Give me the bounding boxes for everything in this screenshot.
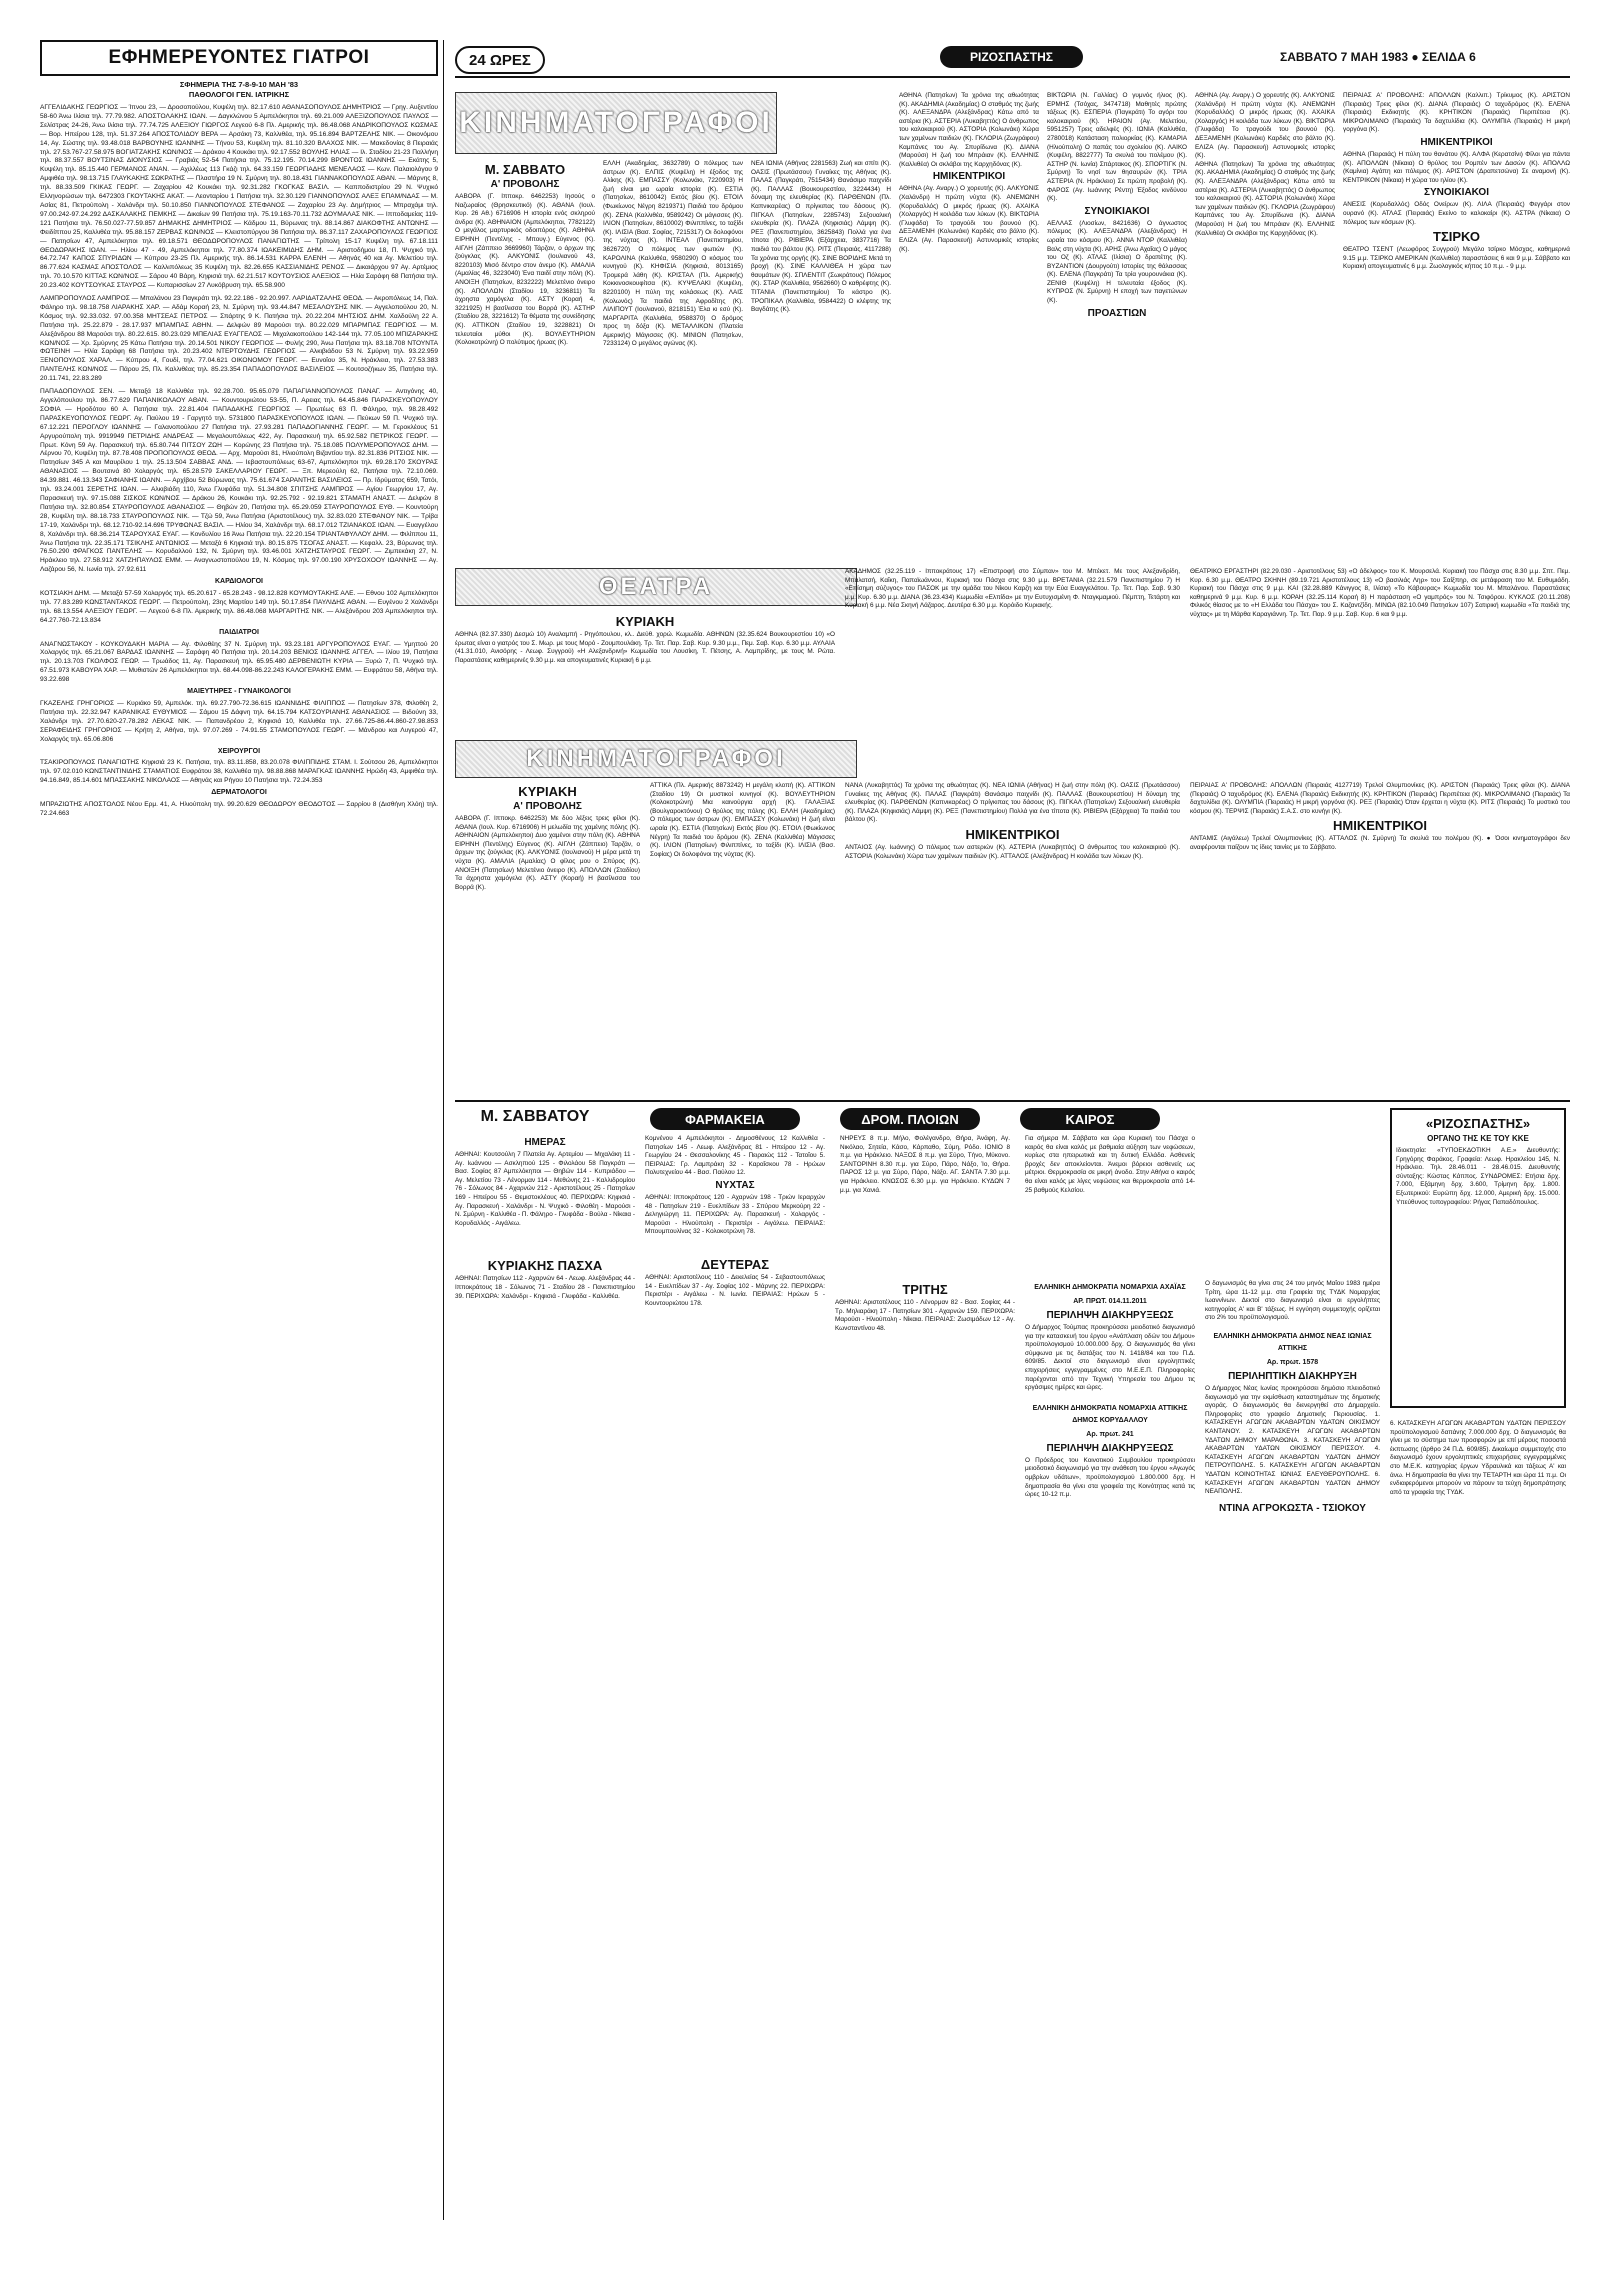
cinema-sat-col-4	[899, 92, 1039, 562]
theatre-text-3: ΘΕΑΤΡΙΚΟ ΕΡΓΑΣΤΗΡΙ (82.29.030 - Αριστοτέλους 53) «Ο άδελφος» του Κ. Μουρσελά. Κυριακή του Πάσχα στις 8.30 μ.μ. Σπτ. Πεμ. Κυρ. 6.30 μ.μ. ΘΕΑΤΡΟ ΣΚΗΝΗ (89.19.721 Αριστοτέλους 13) «Ο βασιλιάς Ληρ» του Σαίξπηρ, σε μετάφραση του Μ. Ευθυμιάδη. Κυριακή του Πάσχα στις 9 μ.μ. ΚΑΙ (32.28.889 Κάνιγγος 8, Ιλίσια) «Το Κάβουρας» Κωμωδία του Μ. Μπαλάνου. Παραστάσεις καθημερινά 9 μ.μ. Κυρ. 6 μ.μ. ΚΟΡΑΗ (32.25.114 Κοραή 8) Η παράσταση «Ο γαμπρός» του Ν. Τσιφόρου. ΚΥΚΛΟΣ (20.11.208) Φιλικός θίασος με το «Η Ελλάδα του Πάσχα» του Σ. Καζαντζίδη. ΜΙΝΩΑ (82.10.049 Πατησίων 107) Σατιρική κωμωδία «Τα παιδιά της νύχτας» με τη Μάρθα Καραγιάννη. Τρ. Τετ. Παρ. 9 μ.μ. Σαβ. Κυρ. 6 και 9 μ.μ.	[1190, 568, 1570, 618]
gynecologists-text: ΓΚΑΖΕΛΗΣ ΓΡΗΓΟΡΙΟΣ — Κυριάκο 59, Αμπελόκ. τηλ. 69.27.790-72.36.615 ΙΩΑΝΝΙΔΗΣ ΦΙΛΙΠΠΟΣ — Πατησίων 378, Φιλοθέη 2, Πατήσια τηλ. 22.32.947 ΚΑΡΑΝΙΚΑΣ ΕΥΘΥΜΙΟΣ — Σάμου 15 Δάφνη τηλ. 64.15.794 ΚΑΤΣΟΥΡΙΑΝΗΣ ΑΘΑΝΑΣΙΟΣ — Βιδούνη 33, Χαλάνδρι τηλ. 27.70.620-27.78.282 ΛΕΚΑΣ ΝΙΚ. — Παπανδρέου 2, Κηφισιά 10, Καλλιθέα τηλ. 27.66.725-86.44.860-27.98.853 ΣΕΡΑΦΕΙΔΗΣ ΓΡΗΓΟΡΙΟΣ — Κρήτη 2, Αθήνα, τηλ. 97.07.269 - 74.91.55 ΣΤΑΜΟΠΟΥΛΟΣ ΓΕΩΡΓ. — Μάνδρου και Λυγερού 47, Χολαργός τηλ. 65.06.806	[40, 700, 438, 743]
doctors-specialty: ΠΑΘΟΛΟΓΟΙ ΓΕΝ. ΙΑΤΡΙΚΗΣ	[188, 90, 290, 99]
pharmacy-monday-text: ΑΘΗΝΑΙ: Αριστοτέλους 110 - Δεκελείας 54 - Σεβαστουπόλεως 14 - Ευελπίδων 37 - Αγ. Σοφίας 102 - Μάρνης 22. ΠΕΡΙΧΩΡΑ: Περιστέρι - Αιγάλεω - Ν. Ιωνία. ΠΕΙΡΑΙΑΣ: Ηρώων 5 - Κουντουριώτου 178.	[645, 1273, 825, 1307]
pharmacy-day-heading: ΗΜΕΡΑΣ	[524, 1137, 566, 1148]
cinema-sun-text-3: ΝΑΝΑ (Λυκαβηττός) Τα χρόνια της αθωότητας (Κ). ΝΕΑ ΙΩΝΙΑ (Αθήνας) Η ζωή στην πόλη (Κ). ΟΑΣΙΣ (Πρωτάσσου) Γυναίκες της Αθήνας (Κ). ΠΑΛΑΣ (Παγκράτι) Θανάσιμο παιχνίδι (Κ). ΠΑΛΛΑΣ (Βουκουρεστίου) Η δύναμη της ελευθερίας (Κ). ΠΑΡΘΕΝΩΝ (Καπνικαρέας) Ο πρίγκιπας του δάσους (Κ). ΠΙΓΚΑΛ (Πατησίων) Σεξουαλική ελευθερία (Κ). ΠΛΑΖΑ (Κηφισιάς) Λάμψη (Κ). ΡΕΞ (Πανεπιστημίου) Πολλά για ένα τίποτα (Κ). ΡΙΒΙΕΡΑ (Εξάρχεια) Τα παιδιά του βάλτου (Κ).	[845, 782, 1180, 824]
pharmacy-col-3	[835, 1280, 1015, 2220]
doctors-column	[40, 40, 438, 2220]
tender-1-text: Ο Δήμαρχος Τούμπας προκηρύσσει μειοδοτικό διαγωνισμό για την κατασκευή του έργου «Ανάπλαση οδών του Δήμου» προϋπολογισμού 10.000.000 δρχ. Ο διαγωνισμός θα γίνει σύμφωνα με τις διατάξεις του Ν. 1418/84 και του Π.Δ. 609/85. Δεκτοί στο διαγωνισμό είναι εργοληπτικές επιχειρήσεις εγγεγραμμένες στο Μ.Ε.Ε.Π. Πληροφορίες παρέχονται από την Τεχνική Υπηρεσία του Δήμου τις εργάσιμες ημέρες και ώρες.	[1025, 1324, 1195, 1392]
tender-1-title: ΠΕΡΙΛΗΨΗ ΔΙΑΚΗΡΥΞΕΩΣ	[1046, 1310, 1174, 1321]
theatre-col-3	[1190, 568, 1570, 732]
tender-3-title: ΠΕΡΙΛΗΠΤΙΚΗ ΔΙΑΚΗΡΥΞΗ	[1228, 1370, 1357, 1382]
pharmacy-monday-heading: ΔΕΥΤΕΡΑΣ	[700, 1256, 770, 1272]
cinema-sat-mid-text: ΑΘΗΝΑ (Πατησίων) Τα χρόνια της αθωότητας (Κ). ΑΚΑΔΗΜΙΑ (Ακαδημίας) Ο σταθμός της ζωής (Κ). ΑΛΕΞΑΝΔΡΑ (Αλεξάνδρας) Κάτω από τα αστέρια (Κ). ΑΣΤΕΡΙΑ (Λυκαβηττός) Ο άνθρωπος του καλοκαιριού (Κ). ΑΣΤΟΡΙΑ (Κολωνάκι) Χώρα των χαμένων παιδιών (Κ). ΓΚΛΟΡΙΑ (Ζωγράφου) Καμπάνες του Αγ. Σπυρίδωνα (Κ). ΔΙΑΝΑ (Μαρούσι) Η ζωή του Μπράιαν (Κ). ΕΛΛΗΝΙΣ (Καλλιθέα) Οι σκλάβοι της Καρχηδόνας (Κ).	[899, 92, 1039, 168]
section-tab: 24 ΩΡΕΣ	[455, 46, 545, 74]
masthead-box	[1390, 1108, 1566, 1408]
ships-label: ΔΡΟΜ. ΠΛΟΙΩΝ	[840, 1108, 980, 1130]
tender-3-text: Ο Δήμαρχος Νέας Ιωνίας προκηρύσσει δημόσιο πλειοδοτικό διαγωνισμό για την εκμίσθωση καταστημάτων της δημοτικής αγοράς. Ο διαγωνισμός θα διενεργηθεί στο Δημαρχείο. Πληροφορίες στο γραφείο Δημοτικής Περιουσίας. 1. ΚΑΤΑΣΚΕΥΗ ΑΓΩΓΩΝ ΑΚΑΘΑΡΤΩΝ ΥΔΑΤΩΝ ΟΙΚΙΣΜΟΥ ΚΑΝΤΑΝΟΥ. 2. ΚΑΤΑΣΚΕΥΗ ΑΓΩΓΩΝ ΑΚΑΘΑΡΤΩΝ ΥΔΑΤΩΝ ΔΗΜΟΥ ΜΑΡΑΘΩΝΑ. 3. ΚΑΤΑΣΚΕΥΗ ΑΓΩΓΩΝ ΑΚΑΘΑΡΤΩΝ ΥΔΑΤΩΝ ΟΙΚΙΣΜΟΥ ΠΕΡΙΣΣΟΥ. 4. ΚΑΤΑΣΚΕΥΗ ΑΓΩΓΩΝ ΑΚΑΘΑΡΤΩΝ ΥΔΑΤΩΝ ΔΗΜΟΥ ΠΕΤΡΟΥΠΟΛΗΣ. 5. ΚΑΤΑΣΚΕΥΗ ΑΓΩΓΩΝ ΑΚΑΘΑΡΤΩΝ ΥΔΑΤΩΝ ΚΟΙΝΟΤΗΤΑΣ ΙΩΝΙΑΣ ΕΛΕΥΘΕΡΟΥΠΟΛΗΣ. 6. ΚΑΤΑΣΚΕΥΗ ΑΓΩΓΩΝ ΑΚΑΘΑΡΤΩΝ ΥΔΑΤΩΝ ΔΗΜΟΥ ΝΕΑΠΟΛΗΣ.	[1205, 1384, 1380, 1496]
pharmacy-text-2: Κομνένου 4 Αμπελόκηποι - Δημοσθένους 12 Καλλιθέα - Πατησίων 145 - Λεωφ. Αλεξάνδρας 81 - Ηπείρου 12 - Αγ. Γεωργίου 24 - Θεσσαλονίκης 45 - Πειραιώς 112 - Τατοΐου 5. ΠΕΙΡΑΙΑΣ: Γρ. Λαμπράκη 32 - Καραΐσκου 78 - Ηρώων Πολυτεχνείου 44 - Βασ. Παύλου 12.	[645, 1135, 825, 1177]
cinema-piraeus-text: ΠΕΙΡΑΙΑΣ Α' ΠΡΟΒΟΛΗΣ: ΑΠΟΛΛΩΝ (Καλλιπ.) Τρίκυμος (Κ). ΑΡΙΣΤΟΝ (Πειραιάς) Τρεις φίλοι (Κ). ΔΙΑΝΑ (Πειραιάς) Ο ταχυδρόμος (Κ). ΕΛΕΝΑ (Πειραιάς) Εκδικητής (Κ). ΚΡΗΤΙΚΟΝ (Πειραιάς) Περιπέτεια (Κ). ΜΙΚΡΟΛΙΜΑΝΟ (Πειραιάς) Τα δαχτυλίδια (Κ). ΟΛΥΜΠΙΑ (Πειραιάς) Η μικρή γοργόνα (Κ).	[1343, 92, 1570, 134]
pediatricians-heading: ΠΑΙΔΙΑΤΡΟΙ	[219, 628, 259, 636]
cinema-sun-col-1	[455, 782, 640, 1092]
pharmacy-label: ΦΑΡΜΑΚΕΙΑ	[650, 1108, 800, 1130]
doctors-title: ΕΦΗΜΕΡΕΥΟΝΤΕΣ ΓΙΑΤΡΟΙ	[40, 40, 438, 76]
pediatricians-text: ΑΝΑΓΝΩΣΤΑΚΟΥ - ΚΟΥΚΟΥΔΑΚΗ ΜΑΡΙΑ — Αγ. Φιλοθέης 37 Ν. Σμύρνη τηλ. 93.23.181 ΑΡΓΥΡΟΠΟΥΛΟΣ ΕΥΑΓ. — Υμηττού 20 Χολαργός τηλ. 65.21.067 ΒΑΡΔΑΣ ΙΩΑΝΝΗΣ — Σαράφη 40 Πατήσια τηλ. 20.14.203 ΒΕΝΙΟΣ ΙΩΑΝΝΗΣ ΑΓΓΕΛ. — Ιλίου 19, Πατήσια τηλ. 20.13.703 ΓΚΟΛΦΟΣ ΓΕΩΡ. — Τρωάδος 11, Αγ. Παρασκευή τηλ. 65.95.480 ΔΕΡΒΕΝΙΩΤΗ ΚΥΡΙΑ — Ξυρώ 7, Π. Ψυχικό τηλ. 67.51.973 ΚΑΒΟΥΡΑ ΧΑΡ. — Μυθιστών 26 Αμπελόκηποι τηλ. 68.44.098-86.22.243 ΚΑΛΟΓΕΡΑΚΗΣ ΕΜΜ. — Ευφράτου 58, Αθήνα τηλ. 93.22.698	[40, 640, 438, 684]
weather-text: Για σήμερα Μ. Σάββατο και ώρα Κυριακή του Πάσχα ο καιρός θα είναι καλός με βαθμιαία αύξηση των νεφώσεων, κυρίως στα ηπειρωτικά και τη δυτική Ελλάδα. Ασθενείς βροχές δεν αποκλείονται. Άνεμοι βόρειοι ασθενείς ως μέτριοι. Θερμοκρασία σε μικρή άνοδο. Στην Αθήνα ο καιρός θα είναι καλός με λίγες νεφώσεις και θερμοκρασία από 14-25 βαθμούς Κελσίου.	[1025, 1135, 1195, 1194]
cinema-sat-col-6	[1195, 92, 1335, 562]
cinema-sat-text-5: ΒΙΚΤΩΡΙΑ (Ν. Γαλλίας) Ο γυμνός ήλιος (Κ). ΕΡΜΗΣ (Τσόχας, 3474718) Μαθητές πρώτης τάξεως (Κ). ΕΣΠΕΡΙΑ (Παγκράτι) Το αγόρι του καλοκαιριού (Κ). ΗΡΑΙΟΝ (Αγ. Μελετίου, 5951257) Τρεις αδελφές (Κ). ΙΩΝΙΑ (Καλλιθέα, 2780018) Κατάσταση πολιορκίας (Κ). ΚΑΜΑΡΙΑ (Ηλιούπολη) Ο παπάς του σχολείου (Κ). ΛΑΙΚΟ (Κυψέλη, 8822777) Τα σκυλιά του πολέμου (Κ). ΑΣΤΗΡ (Ν. Ιωνία) Σπάρτακος (Κ). ΣΠΟΡΤΙΓΚ (Ν. Σμύρνη) Το νησί των θησαυρών (Κ). ΤΡΙΑ ΑΣΤΕΡΙΑ (Ν. Ηράκλειο) Σε πρώτη προβολή (Κ). ΦΑΡΟΣ (Αγ. Ιωάννης Ρέντη) Έξοδος κινδύνου (Κ).	[1047, 92, 1187, 203]
pharmacy-easter-text: ΑΘΗΝΑΙ: Πατησίων 112 - Αχαρνών 64 - Λεωφ. Αλεξάνδρας 44 - Ιπποκράτους 18 - Σόλωνος 71 - Σταδίου 28 - Πανεπιστημίου 39. ΠΕΡΙΧΩΡΑ: Χαλάνδρι - Κηφισιά - Γλυφάδα - Καλλιθέα.	[455, 1275, 635, 1300]
cinema-sat-col-3	[751, 160, 891, 560]
newspaper-page	[40, 40, 1570, 2220]
cinema-sun-mid2-heading: ΗΜΙΚΕΝΤΡΙΚΟΙ	[1332, 818, 1427, 834]
tender-1-authority: ΕΛΛΗΝΙΚΗ ΔΗΜΟΚΡΑΤΙΑ ΝΟΜΑΡΧΙΑ ΑΧΑΪΑΣ	[1034, 1284, 1186, 1291]
tender-1	[1025, 1280, 1195, 1740]
cinema-sat-text-2: ΕΛΛΗ (Ακαδημίας, 3632789) Ο πόλεμος των άστρων (Κ). ΕΛΠΙΣ (Κυψέλη) Η έξοδος της Αλίκης (Κ). ΕΜΠΑΣΣΥ (Κολωνάκι, 7220903) Η ζωή είναι μια ωραία ιστορία (Κ). ΕΣΤΙΑ (Πατησίων, 8610042) Εκτός βίου (Κ). ΕΤΟΙΛ (Φωκίωνος Νέγρη 8219371) Παιδιά του δρόμου (Κ). ΖΕΝΑ (Καλλιθέα, 9589242) Οι μάγισσες (Κ). ΙΛΙΟΝ (Πατησίων, 8610002) Φιλιππίνες, το ταξίδι (Κ). ΙΛΙΣΙΑ (Βασ. Σοφίας, 7215317) Οι δολοφόνοι της νύχτας (Κ). ΙΝΤΕΑΛ (Πανεπιστημίου, 3626720) Ο πόλεμος των φωτιών (Κ). ΚΑΡΟΛΙΝΑ (Καλλιθέα, 9580290) Ο κόσμος του κυνηγού (Κ). ΚΗΦΙΣΙΑ (Κηφισιά, 8013165) Τρομερά λάθη (Κ). ΚΡΙΣΤΑΛ (Πλ. Αμερικής) Κοκκινοσκουφίτσα (Κ). ΚΥΨΕΛΑΚΙ (Κυψέλη, 8220100) Η πύλη της κολάσεως (Κ). ΛΑΙΣ (Κολωνός) Τα παιδιά της Αφροδίτης (Κ). ΛΙΛΙΠΟΥΤ (Ιουλιανού, 8218151) Έλα κι εσύ (Κ). ΜΑΡΓΑΡΙΤΑ (Καλλιθέα, 9588370) Ο δρόμος προς τη δόξα (Κ). ΜΕΤΑΛΛΙΚΟΝ (Πλατεία Αμερικής) Μάγισσες (Κ). ΜΙΝΙΟΝ (Πατησίων, 7233124) Ο μεγάλος αγώνας (Κ).	[603, 160, 743, 348]
cinema-sun-mid2-text: ΑΝΤΑΜΙΣ (Αιγάλεω) Τρελοί Ολυμπιονίκες (Κ). ΑΤΤΑΛΟΣ (Ν. Σμύρνη) Τα σκυλιά του πολέμου (Κ). ● Όσοι κινηματογράφοι δεν αναφέρονται παίζουν τις ίδιες ταινίες με το Σάββατο.	[1190, 835, 1570, 851]
cinema-sat-text-3: ΝΕΑ ΙΩΝΙΑ (Αθήνας 2281563) Ζωή και σπίτι (Κ). ΟΑΣΙΣ (Πρωτάσσου) Γυναίκες της Αθήνας (Κ). ΠΑΛΑΣ (Παγκράτι, 7515434) Θανάσιμο παιχνίδι (Κ). ΠΑΛΛΑΣ (Βουκουρεστίου, 3224434) Η δύναμη της ελευθερίας (Κ). ΠΑΡΘΕΝΩΝ (Πλ. Καπνικαρέας) Ο πρίγκιπας του δάσους (Κ). ΠΙΓΚΑΛ (Πατησίων, 2285743) Σεξουαλική ελευθερία (Κ). ΠΛΑΖΑ (Κηφισιάς) Λάμψη (Κ). ΡΕΞ (Πανεπιστημίου, 3625843) Πολλά για ένα τίποτα (Κ). ΡΙΒΙΕΡΑ (Εξάρχεια, 3837716) Τα παιδιά του βάλτου (Κ). ΡΙΤΣ (Πειραιάς, 4117288) Τα χρόνια της οργής (Κ). ΣΙΝΕ ΒΟΡΙΔΗΣ Μετά τη βροχή (Κ). ΣΙΝΕ ΚΑΛΛΙΘΕΑ Η χώρα των θαυμάτων (Κ). ΣΠΛΕΝΤΙΤ (Σωκράτους) Πόλεμος (Κ). ΣΤΑΡ (Καλλιθέα, 9562660) Ο καθρέφτης (Κ). ΤΙΤΑΝΙΑ (Πανεπιστημίου) Το κάστρο (Κ). ΤΡΟΠΙΚΑΛ (Καλλιθέα, 9584422) Ο κλέφτης της Βαγδάτης (Κ).	[751, 160, 891, 314]
tender-4: 6. ΚΑΤΑΣΚΕΥΗ ΑΓΩΓΩΝ ΑΚΑΘΑΡΤΩΝ ΥΔΑΤΩΝ ΠΕΡΙΣΣΟΥ προϋπολογισμού δαπάνης 7.000.000 δρχ. Ο διαγωνισμός θα γίνει με το σύστημα των προσφορών με επί μέρους ποσοστά έκπτωσης (άρθρο 24 Π.Δ. 609/85). Δικαίωμα συμμετοχής στο διαγωνισμό έχουν εργοληπτικές επιχειρήσεις εγγεγραμμένες στο Μ.Ε.Κ. κατηγορίας έργων Υδραυλικά και τάξεως Α' και άνω. Η δημοπρασία θα γίνει την ΤΕΤΑΡΤΗ και ώρα 11 π.μ. Οι ενδιαφερόμενοι μπορούν να πάρουν τα τεύχη δημοπράτησης από τα γραφεία της ΤΥΔΚ.	[1390, 1420, 1566, 1496]
cinema-sat-suburb-heading: ΠΡΟΑΣΤΙΩΝ	[1087, 307, 1147, 319]
cinema-sun-text-2: ΑΤΤΙΚΑ (Πλ. Αμερικής 8873242) Η μεγάλη κλοπή (Κ). ΑΤΤΙΚΟΝ (Σταδίου 19) Οι μυστικοί κυνηγοί (Κ). ΒΟΥΛΕΥΤΗΡΙΟΝ (Κολοκοτρώνη) Μια καινούργια αρχή (Κ). ΓΑΛΑΞΙΑΣ (Βουλγαροκτόνου) Ο θρύλος της πόλης (Κ). ΕΛΛΗ (Ακαδημίας) Ο πόλεμος των άστρων (Κ). ΕΜΠΑΣΣΥ (Κολωνάκι) Η ζωή είναι ωραία (Κ). ΕΣΤΙΑ (Πατησίων) Εκτός βίου (Κ). ΕΤΟΙΛ (Φωκίωνος Νέγρη) Τα παιδιά του δρόμου (Κ). ΖΕΝΑ (Καλλιθέα) Μάγισσες (Κ). ΙΛΙΟΝ (Πατησίων) Φιλιππίνες, το ταξίδι (Κ). ΙΛΙΣΙΑ (Βασ. Σοφίας) Οι δολοφόνοι της νύχτας (Κ).	[650, 782, 835, 858]
doctors-dates: ΣΦΗΜΕΡΙΑ ΤΗΣ 7-8-9-10 ΜΑΗ '83	[179, 80, 299, 89]
tender-3-intro: Ο δαγωνισμός θα γίνει στις 24 του μηνός Μαΐου 1983 ημέρα Τρίτη, ώρα 11-12 μ.μ. στα Γραφεία της ΤΥΔΚ Νομαρχίας Ιωαννίνων. Δεκτοί στο διαγωνισμό είναι οι εργολήπτες κατηγορίας Α' και Β' τάξεως. Η εγγύηση συμμετοχής ορίζεται στο 2% του προϋπολογισμού.	[1205, 1280, 1380, 1322]
pharmacy-tuesday-text: ΑΘΗΝΑΙ: Αριστοτέλους 110 - Λένορμαν 82 - Βασ. Σοφίας 44 - Τρ. Μηλιαράκη 17 - Πατησίων 301 - Αχαρνών 159. ΠΕΡΙΧΩΡΑ: Μαρούσι - Ηλιούπολη - Νίκαια. ΠΕΙΡΑΙΑΣ: Ζωσιμάδων 12 - Αγ. Κωνσταντίνου 48.	[835, 1299, 1015, 1332]
doctors-subheading	[40, 80, 438, 100]
cinema-sat-suburb-text: ΑΘΗΝΑ (Αγ. Αναργ.) Ο χορευτής (Κ). ΑΛΚΥΟΝΙΣ (Χαλάνδρι) Η πρώτη νύχτα (Κ). ΑΝΕΜΩΝΗ (Κορυδαλλός) Ο μικρός ήρωας (Κ). ΑΧΑΙΚΑ (Χολαργός) Η κοιλάδα των λύκων (Κ). ΒΙΚΤΩΡΙΑ (Γλυφάδα) Το τραγούδι του βουνού (Κ). ΔΕΞΑΜΕΝΗ (Κολωνάκι) Καρδιές στο βάλτο (Κ). ΕΛΙΖΑ (Αγ. Παρασκευή) Αστυνομικές ιστορίες (Κ).	[899, 185, 1039, 253]
pharmacy-easter-heading: ΚΥΡΙΑΚΗΣ ΠΑΣΧΑ	[487, 1258, 603, 1274]
cinema-sat-mid-heading: ΗΜΙΚΕΝΤΡΙΚΟΙ	[932, 171, 1006, 183]
gynecologists-heading: ΜΑΙΕΥΤΗΡΕΣ - ΓΥΝΑΙΚΟΛΟΓΟΙ	[187, 688, 291, 696]
cinema-piraeus-mid-heading: ΗΜΙΚΕΝΤΡΙΚΟΙ	[1420, 136, 1493, 148]
cinema-sun-col-2	[650, 782, 835, 1092]
theatre-text-2: ΑΚΑΔΗΜΟΣ (32.25.119 - Ιπποκράτους 17) «Επιστροφή στο Σύμπαν» του Μ. Μπέκετ. Με τους Αλεξανδρίδη, Μπαλατσή, Καΐκη, Παπαϊωάννου, Κυριακή του Πάσχα στις 9.30 μ.μ. ΒΡΕΤΑΝΙΑ (32.21.579 Πανεπιστημίου 7) Η «Επίσημη σύζυγος» του ΠΑΣΟΚ με την ομάδα του Νίκου Καρζη και την Εύα Ευαγγελάτου. Τρ. Τετ. Παρ. Σαβ. 9.30 μ.μ. Κυρ. 6.30 μ.μ. ΔΙΑΝΑ (36.23.434) Κωμωδία «Ελπίδα» με την Ευτυχισμένη Φ. Νταγκμαμιού. Πέμπτη, Τετάρτη και Κυριακή 6 μ.μ. Νέα Σκηνή Λάζαρος. Δευτέρα 6.30 μ.μ. Κορόιδο Κυριακής.	[845, 568, 1180, 610]
theatre-col-1	[455, 612, 835, 732]
cardiologists-text: ΚΟΤΣΙΑΚΗ ΔΗΜ. — Μεταξά 57-59 Χολαργός τηλ. 65.20.617 - 65.28.243 - 98.12.828 ΚΟΥΜΟΥΤΑΚΗΣ ΑΛΕ. — Εθνου 102 Αμπελόκηποι τηλ. 77.83.289 ΚΩΝΣΤΑΝΤΑΚΟΣ ΓΕΩΡΓ. — Πετρούπολη, 23ης Μαρτίου 149 τηλ. 50.17.854 ΠΑΥΛΙΔΗΣ ΑΘΑΝ. — Ευγένου 2 Χαλάνδρι τηλ. 68.13.554 ΑΛΕΞΙΟΥ ΓΕΩΡΓ. — Λεγεού 6-8 Πλ. Αμερικής τηλ. 86.48.068 ΜΑΡΓΑΡΙΤΗΣ ΝΙΚ. — Αλεξάνδρου 203 Αμπελόκηποι τηλ. 64.27.760-72.13.834	[40, 590, 438, 624]
surgeons-heading: ΧΕΙΡΟΥΡΓΟΙ	[217, 747, 261, 755]
tender-3	[1205, 1280, 1380, 2220]
tender-1-ref: ΑΡ. ΠΡΩΤ. 014.11.2011	[1073, 1298, 1147, 1305]
pharmacy-night-text: ΑΘΗΝΑΙ: Ιπποκράτους 120 - Αχαρνών 198 - Τριών Ιεραρχών 48 - Πατησίων 219 - Ευελπίδων 33 - Σπύρου Μερκούρη 22 - Δεληγιώργη 11. ΠΕΡΙΧΩΡΑ: Αγ. Παρασκευή - Χολαργός - Μαρούσι - Ηλιούπολη - Περιστέρι - Αιγάλεω. ΠΕΙΡΑΙΑΣ: Μπουμπουλίνας 32 - Κολοκοτρώνη 78.	[645, 1193, 825, 1236]
circus-text: ΘΕΑΤΡΟ ΤΣΕΝΤ (Λεωφόρος Συγγρού) Μεγάλο τσίρκο Μόσχας, καθημερινά 9.15 μ.μ. ΤΣΙΡΚΟ ΑΜΕΡΙΚΑΝ (Καλλιθέα) παραστάσεις 6 και 9 μ.μ. Σάββατο και Κυριακή απογευματινές 6 μ.μ. Ζωολογικός κήπος 10 π.μ. - 9 μ.μ.	[1343, 246, 1570, 271]
tender-3-signature: ΝΤΙΝΑ ΑΓΡΟΚΩΣΤΑ - ΤΣΙΟΚΟΥ	[1219, 1502, 1366, 1514]
doctors-list	[40, 104, 438, 819]
cinema-sat-col-1	[455, 160, 595, 560]
issue-date: ΣΑΒΒΑΤΟ 7 ΜΑΗ 1983 ● ΣΕΛΙΔΑ 6	[1280, 50, 1476, 64]
tender-2-ref: Αρ. πρωτ. 241	[1086, 1430, 1134, 1438]
cinema-banner: ΚΙΝΗΜΑΤΟΓΡΑΦΟΙ	[455, 92, 777, 154]
cinema-sat-neighborhood-text: ΑΕΛΛΑΣ (Λιοσίων, 8421636) Ο άγνωστος πόλεμος (Κ). ΑΛΕΞΑΝΔΡΑ (Αλεξάνδρας) Η ωραία του κόσμου (Κ). ΑΝΝΑ ΝΤΟΡ (Καλλιθέα) Βαλς στη νύχτα (Κ). ΑΡΗΣ (Άνω Αχαΐας) Ο μάγος του Οζ (Κ). ΑΤΛΑΣ (Ιλίσια) Ο δραπέτης (Κ). ΒΥΖΑΝΤΙΟΝ (Δουργούτι) Ιστορίες της θάλασσας (Κ). ΕΛΕΝΑ (Παγκράτι) Τα τρία γουρουνάκια (Κ). ΖΕΝΙΘ (Κυψέλη) Η τελευταία έξοδος (Κ). ΚΥΠΡΟΣ (Ν. Σμύρνη) Η εποχή των παγετώνων (Κ).	[1047, 219, 1187, 305]
cinema-sat-col-2	[603, 160, 743, 560]
theatre-banner: ΘΕΑΤΡΑ	[455, 568, 857, 606]
cinema-sat-col-5	[1047, 92, 1187, 562]
doctors-text-3: ΠΑΠΑΔΟΠΟΥΛΟΣ ΣΕΝ. — Μεταξά 18 Καλλιθέα τηλ. 92.28.700. 95.65.079 ΠΑΠΑΓΙΑΝΝΟΠΟΥΛΟΣ ΠΑΝΑΓ. — Αντιγόνης 40, Αγγελόπουλου τηλ. 86.77.629 ΠΑΠΑΝΙΚΟΛΑΟΥ ΑΘΑΝ. — Κουντουριώτου 53-55, Π. Αρειας τηλ. 64.45.846 ΠΑΡΑΣΚΕΥΟΠΟΥΛΟΥ ΣΟΦΙΑ — Ηροδότου 60 Α. Πατήσια τηλ. 22.81.404 ΠΑΠΑΔΑΚΗΣ ΓΕΩΡΓΙΟΣ — Πρωτέως 63 Π. Φάληρο, τηλ. 98.28.492 ΠΑΡΑΣΚΕΥΟΠΟΥΛΟΣ ΓΕΩΡΓ. Αγ. Παύλου 19 - Γαργητό τηλ. 5731800 ΠΑΡΑΣΚΕΥΟΠΟΥΛΟΣ ΙΩΑΝ. — Πεύκων 59 Π. Ψυχικό τηλ. 67.12.221 ΠΕΡΟΓΛΟΥ ΙΩΑΝΝΗΣ — Γαλανοπούλου 27 Πατήσια τηλ. 27.93.281 ΠΑΠΑΔΟΓΙΑΝΝΗΣ ΓΕΩΡΓ. — Μ. Γεροκλέους 51 Αργυρούπολη τηλ. 9919949 ΠΕΤΡΙΔΗΣ ΑΝΔΡΕΑΣ — Μεγαλουπόλεως 422, Αγ. Παρασκευή τηλ. 65.92.582 ΠΕΤΡΙΚΟΣ ΓΕΩΡΓ. — Πρωτ. Κόνη 59 Αγ. Παρασκευή τηλ. 65.80.744 ΠΙΤΣΟΥ ΖΩΗ — Κορώνης 23 Πατήσια τηλ. 75.18.085 ΠΟΛΥΜΕΡΟΠΟΥΛΟΣ ΔΗΜ. — Λέρνου 70, Κυψέλη τηλ. 87.78.408 ΠΡΟΠΟΠΟΥΛΟΣ ΘΕΟΔ. — Αρχ. Μαρούσι 81, Ηλιούπολη Βιζαντίου τηλ. 82.31.836 ΡΙΤΣΙΟΣ ΝΙΚ. — Πατησίων 345 Α και Μαυρίλου 1 τηλ. 25.13.504 ΣΑΒΒΑΣ ΑΝΔ. — Ιεβαστουπόλεως 63-67, Αμπελόκηποι τηλ. 69.28.170 ΣΚΟΥΡΑΣ ΑΘΑΝΑΣΙΟΣ — Βουτσινά 80 Χολαργός τηλ. 65.28.579 ΣΑΚΕΛΛΑΡΙΟΥ ΓΕΩΡΓ. — Ξπ. Μερεούλη 62, Πατήσια τηλ. 72.10.069. 84.39.881. 46.13.343 ΣΑΦΙΑΝΗΣ ΙΩΑΝΝ. — Αρχίβου 52 Βύρωνας τηλ. 75.61.674 ΣΑΡΑΝΤΗΣ ΒΑΣΙΛΕΙΟΣ — Πρ. Ιδρύματος 659, Τατόι, τηλ. 93.24.001 ΣΕΡΕΤΗΣ ΙΩΑΝ. — Αλκιβιάδη 110, Άνω Γλυφάδα τηλ. 51.34.808 ΣΠΙΤΣΗΣ ΛΑΜΠΡΟΣ — Αγίου Γεωργίου 17, Αγ. Παρασκευή τηλ. 97.15.088 ΣΙΣΚΟΣ ΚΩΝ/ΝΟΣ — Δράκου 26, Κουκάκι τηλ. 92.25.792 - 92.19.821 ΣΤΑΜΑΤΗ ΑΝΑΣΤ. — Δελφών 8 Πατήσια τηλ. 32.80.854 ΣΤΑΥΡΟΠΟΥΛΟΣ ΑΘΑΝΑΣΙΟΣ — Θηβών 20, Πατήσια τηλ. 65.29.059 ΣΤΑΥΡΟΠΟΥΛΟΣ ΕΥΘ. — Κουντούρη 28, Κυψέλη τηλ. 88.18.733 ΣΤΑΥΡΟΠΟΥΛΟΣ ΝΙΚ. — Τζώ 59, Άνω Πατήσια (Αριστοτέλους) τηλ. 32.83.020 ΣΤΕΦΑΝΟΥ ΝΙΚ. — Τρίβα 17-19, Χαλάνδρι τηλ. 68.12.710-92.14.696 ΤΡΥΦΩΝΑΣ ΒΑΣΙΛ. — Ηλίου 34, Χαλάνδρι τηλ. 68.17.012 ΤΖΙΑΝΑΚΟΣ ΙΩΑΝ. — Ευαγγέλου 8, Χαλάνδρι τηλ. 68.36.214 ΤΣΑΡΟΥΧΑΣ ΕΥΑΓ. — Κονδυλίου 16 Άνω Πατήσια τηλ. 22.20.154 ΤΡΙΑΝΤΑΦΥΛΛΟΥ ΔΗΜ. — Φιλίππου 11, Άνω Πατήσια τηλ. 22.35.171 ΤΣΙΚΛΗΣ ΑΝΤΩΝΙΟΣ — Μεταξά 6 Κηφισιά τηλ. 80.15.875 ΤΣΟΓΑΣ ΑΝΑΣΤ. — Κεφαλλ. 23, Βύρωνας τηλ. 76.50.290 ΦΡΑΓΚΟΣ ΠΑΝΤΕΛΗΣ — Κορυδαλλού 132, Ν. Σμύρνη τηλ. 93.46.001 ΧΑΤΖΗΣΤΑΥΡΟΣ ΓΕΩΡΓ. — Ζιμπεκάκη 27, Ν. Ηράκλειο τηλ. 27.58.912 ΧΑΤΖΗΠΑΥΛΟΣ ΕΜΜ. — Αναγνωστοπούλου 19, Ν. Κόσμος τηλ. 97.00.190 ΧΡΥΣΟΧΟΟΥ ΙΩΑΝΝΗΣ — Αγ. Λαζάρου 56, Ν. Ιωνία τηλ. 27.92.611	[40, 388, 438, 574]
pharmacy-tuesday-heading: ΤΡΙΤΗΣ	[902, 1282, 948, 1297]
cinema-sunday-banner: ΚΙΝΗΜΑΤΟΓΡΑΦΟΙ	[455, 740, 857, 778]
cinema-sun-day: ΚΥΡΙΑΚΗ	[518, 784, 577, 799]
circus-heading: ΤΣΙΡΚΟ	[1433, 229, 1480, 245]
tender-2-authority: ΕΛΛΗΝΙΚΗ ΔΗΜΟΚΡΑΤΙΑ ΝΟΜΑΡΧΙΑ ΑΤΤΙΚΗΣ ΔΗΜΟΣ ΚΟΡΥΔΑΛΛΟΥ	[1032, 1404, 1188, 1424]
tender-3-authority: ΕΛΛΗΝΙΚΗ ΔΗΜΟΚΡΑΤΙΑ ΔΗΜΟΣ ΝΕΑΣ ΙΩΝΙΑΣ ΑΤΤΙΚΗΣ	[1213, 1332, 1372, 1352]
ships-text: ΝΗΡΕΥΣ 8 π.μ. Μήλο, Φολέγανδρο, Θήρα, Άνάφη, Αγ. Νικόλαο, Σητεία, Κάσο, Κάρπαθο, Σύμη, Ρόδο. ΙΟΝΙΟ 8 π.μ. για Ηράκλειο. ΝΑΞΟΣ 8 π.μ. για Σύρο, Τήνο, Μύκονο. ΣΑΝΤΟΡΙΝΗ 8.30 π.μ. για Σύρο, Πάρο, Νάξο, Ίο, Θήρα. ΠΑΡΟΣ 12 μ. για Σύρο, Πάρο, Νάξο. ΑΓ. ΣΑΝΤΑ 7.30 μ.μ. για Ηράκλειο. ΚΝΩΣΟΣ 6.30 μ.μ. για Ηράκλειο. ΚΥΔΩΝ 7 μ.μ. για Χανιά.	[840, 1135, 1010, 1194]
cinema-sat-first-run: Α' ΠΡΟΒΟΛΗΣ	[490, 179, 560, 190]
tender-2-title: ΠΕΡΙΛΗΨΗ ΔΙΑΚΗΡΥΞΕΩΣ	[1046, 1442, 1174, 1454]
cinema-sat-text-6: ΑΘΗΝΑ (Αγ. Αναργ.) Ο χορευτής (Κ). ΑΛΚΥΟΝΙΣ (Χαλάνδρι) Η πρώτη νύχτα (Κ). ΑΝΕΜΩΝΗ (Κορυδαλλός) Ο μικρός ήρωας (Κ). ΑΧΑΙΚΑ (Χολαργός) Η κοιλάδα των λύκων (Κ). ΒΙΚΤΩΡΙΑ (Γλυφάδα) Το τραγούδι του βουνού (Κ). ΔΕΞΑΜΕΝΗ (Κολωνάκι) Καρδιές στο βάλτο (Κ). ΕΛΙΖΑ (Αγ. Παρασκευή) Αστυνομικές ιστορίες (Κ).	[1195, 92, 1335, 160]
cinema-sun-text-1: ΑΑΒΟΡΑ (Γ. Ιπποκρ. 6462253) Με δύο λέξεις τρεις φίλοι (Κ). ΑΘΑΝΑ (Ιουλ. Κυρ. 6716906) Η μελωδία της χαμένης πόλης (Κ). ΑΘΗΝΑΙΟΝ (Αμπελόκηποι) Δυο χαμένοι στην πόλη (Κ). ΑΘΗΝΑ ΕΙΡΗΝΗ (Πεντέλης) Εύγενος (Κ). ΑΙΓΛΗ (Ζάππειο) Ταρζάν, ο άρχων της ζούγκλας (Κ). ΑΛΚΥΟΝΙΣ (Ιουλιανού) Η μέρα μετά τη νύχτα (Κ). ΑΜΑΛΙΑ (Αμαλίας) Ο φίλος μου ο Σπύρος (Κ). ΑΝΟΙΞΗ (Πατησίων) Μελετένιο όνειρο (Κ). ΑΠΟΛΛΩΝ (Σταδίου) Τα άχρηστα χαμόγελα (Κ). ΑΣΤΥ (Κοραή) Η βασίλισσα του Βορρά (Κ).	[455, 815, 640, 891]
section-rule	[455, 1100, 1570, 1102]
pharmacy-text-1: ΑΘΗΝΑΙ: Κουτσούλη 7 Πλατεία Αγ. Αρτεμίου — Μιχαλάκη 11 - Αγ. Ιωάννου — Ασκληπιού 125 - Φιλολάου 58 Παγκράτι — Βασ. Σοφίας 87 Αμπελόκηποι — Θηβών 114 - Κυπριάδου — Αγ. Μελετίου 73 - Λένορμαν 114 - Μεθώνης 21 - Καλλιδρομίου 76 - Σόλωνος 84 - Αχαρνών 212 - Αριστοτέλους 25 - Πατησίων 169 - Ηπείρου 55 - Θεμιστοκλέους 40. ΠΕΡΙΧΩΡΑ: Κηφισιά - Αγ. Παρασκευή - Χαλάνδρι - Ν. Ψυχικό - Φιλοθέη - Μαρούσι - Ν. Σμύρνη - Καλλιθέα - Π. Φάληρο - Γλυφάδα - Βούλα - Νίκαια - Κορυδαλλός - Αιγάλεω.	[455, 1151, 635, 1227]
header-rule	[455, 76, 1570, 78]
doctors-text-1: ΑΓΓΕΛΙΔΑΚΗΣ ΓΕΩΡΓΙΟΣ — Ίπνου 23, — Δροσοπούλου, Κυψέλη τηλ. 82.17.610 ΑΘΑΝΑΣΟΠΟΥΛΟΣ ΔΗΜΗΤΡΙΟΣ — Γρηγ. Αυξεντίου 58-60 Άνω Ιλίσια τηλ. 77.79.982. ΑΠΟΣΤΟΛΑΚΗΣ ΙΩΑΝ. — Δαγκλώνου 5 Αμπελόκηποι τηλ. 69.21.009 ΑΛΕΞΙΖΟΠΟΥΛΟΣ ΠΑΥΛΟΣ — Σελίστρας 24-26, Άνω Ιλίσια τηλ. 77.74.725 ΑΛΕΞΙΟΥ ΓΙΩΡΓΟΣ Λεγεού 6-8 Πλ. Αμερικής τηλ. 86.48.068 ΑΝΔΡΙΚΟΠΟΥΛΟΣ ΚΩΣΜΑΣ — Βορ. Ηπείρου 128, τηλ. 51.37.264 ΑΠΟΣΤΟΛΙΔΟΥ ΒΕΡΑ — Αρσάκη 73, Καλλιθέα, τηλ. 95.16.894 ΒΑΡΤΖΕΛΗΣ ΝΙΚ. — Οικονόμου 14, Αγ. Σώστης τηλ. 93.48.018 ΒΑΡΒΟΥΝΗΣ ΙΩΑΝΝΗΣ — Τήνου 53, Κυψέλη τηλ. 81.10.320 ΒΛΑΧΟΣ ΝΙΚ. — Μακεδονίας 8 Πειραιάς τηλ. 27.53.767-27.58.975 ΒΟΓΙΑΤΖΑΚΗΣ ΚΩΝ/ΝΟΣ — Δράκου 4 Κουκάκι τηλ. 92.17.552 ΒΟΥΛΗΣ ΗΛΙΑΣ — Ιλ. Σταδίου 21-23 Παλλήνη τηλ. 88.37.557 ΒΟΥΤΣΙΝΑΣ ΔΙΟΝΥΣΙΟΣ — Γραβιάς 52-54 Πατήσια τηλ. 75.12.195. 70.14.299 ΒΡΟΝΤΟΣ ΙΩΑΝΝΗΣ — Εκάτης 5, Κυψέλη τηλ. 85.15.440 ΓΕΡΜΑΝΟΣ ΑΝΑΝ. — Αχιλλέως 113 Γκάζι τηλ. 64.33.159 ΓΕΩΡΓΙΑΔΗΣ ΜΕΝΕΛΑΟΣ — Κων. Παλαιολόγου 9 Αμφιθέα τηλ. 98.13.715 ΓΛΑΥΚΑΚΗΣ ΣΩΚΡΑΤΗΣ — Πλαστήρα 19 Ν. Σμύρνη τηλ. 80.18.431 ΓΙΑΝΝΑΚΟΠΟΥΛΟΣ ΑΘΑΝ. — Μάρνης 8, τηλ. 88.33.509 ΓΚΙΚΑΣ ΓΕΩΡΓ. — Ζαχαρίου 42 Κουκάκι τηλ. 92.31.282 ΓΚΟΓΚΑΣ ΒΑΣΙΛ. — Καπποδιστρίου 29 Ν. Ψυχικό Ελληνορώσων τηλ. 6472303 ΓΚΟΥΤΑΚΗΣ ΑΚΑΤ. — Λεονταρίου 1 Πατήσια τηλ. 32.30.129 ΓΙΑΝΝΟΠΟΥΛΟΣ ΑΛΕΞ ΕΠΑΜ/ΝΔΑΣ — Μ. Ασίας 81, Πετρούπολη - Χαλάνδρι τηλ. 50.10.850 ΓΙΑΝΝΟΠΟΥΛΟΣ ΣΤΕΦΑΝΟΣ — Ζαχαρίου 23 Αγ. Δημήτριος — Μπραχάμι τηλ. 97.00.242-97.24.292 ΔΑΣΚΑΛΑΚΗΣ ΠΕΜΚΗΣ — Δικαίων 99 Πατήσια τηλ. 75.19.163-70.11.732 ΔΟΥΜΑΛΑΣ ΝΙΚ. — Ιπποδαμείας 119-121 Πατήσια τηλ. 76.50.027-77.59.857 ΔΗΜΑΚΗΣ ΔΗΜΗΤΡΙΟΣ — Κάδμου 11, Βύρωνας τηλ. 88.14.867 ΔΙΑΚΟΦΤΗΣ ΑΝΤΩΝΗΣ — Φειδίππου 25, Καλλιθέα τηλ. 95.88.157 ΖΕΡΒΑΣ ΚΩΝ/ΝΟΣ — Κλειστοπύργου 36 Πατήσια τηλ. 86.37.117 ΖΑΧΑΡΟΠΟΥΛΟΣ ΓΕΩΡΓΙΟΣ — Πατησίων 47, Αμπελόκηποι τηλ. 69.18.571 ΘΕΟΔΩΡΟΠΟΥΛΟΣ ΠΑΝΑΓΙΩΤΗΣ — Τρίπολη 15-17 Κυψέλη τηλ. 67.18.111 ΘΕΟΔΩΡΑΚΗΣ ΙΩΑΝ. — Ηλίου 47 - 49, Αμπελόκηποι τηλ. 77.80.374 ΙΩΑΚΕΙΜΙΔΗΣ ΔΗΜ. — Αριστοδήμου 18, Π. Ψυχικό τηλ. 64.72.747 ΚΑΠΟΣ ΣΠΥΡΙΔΩΝ — Κύπρου 23-25 Πλ. Αμερικής τηλ. 86.14.531 ΚΑΡΡΑ ΕΛΕΝΗ — Αθηνάς 40 και Αγ. Μελετίου τηλ. 86.77.624 ΚΑΣΜΑΣ ΑΠΟΣΤΟΛΟΣ — Καλλιπόλεως 35 Κυψέλη τηλ. 82.26.655 ΚΑΣΣΙΑΝΙΔΗΣ ΡΕΝΟΣ — Δικαιάρχου 97 Αγ. Αρτέμιος τηλ. 70.10.570 ΚΙΤΤΑΣ ΚΩΝ/ΝΟΣ — Σάρου 40 Βάρη, Κηφισιά τηλ. 62.21.517 ΚΟΥΤΟΥΣΙΟΣ ΑΛΕΞΙΟΣ — Ηλία Σαράφη 68 Πατήσια τηλ. 20.23.402 ΚΟΥΤΣΟΥΚΑΣ ΣΤΑΥΡΟΣ — Κυπαρισσίων 27 Λυκόβρυση τηλ. 65.58.900	[40, 104, 438, 290]
column-divider	[443, 40, 444, 2220]
cinema-piraeus-neigh-text: ΑΝΕΣΙΣ (Κορυδαλλός) Οδός Ονείρων (Κ). ΛΙΛΑ (Πειραιάς) Φεγγάρι στον ουρανό (Κ). ΑΤΛΑΣ (Πειραιάς) Εκείνο το καλοκαίρι (Κ). ΑΣΤΡΑ (Νίκαια) Ο πόλεμος των κόσμων (Κ).	[1343, 201, 1570, 226]
tender-2-text: Ο Πρόεδρος του Κοινοτικού Συμβουλίου προκηρύσσει μειοδοτικό διαγωνισμό για την ανάθεση του έργου «Αγωγός ομβρίων υδάτων», προϋπολογισμού 1.800.000 δρχ. Η δημοπρασία θα γίνει στα γραφεία της Κοινότητας κατά τις ώρες 10-12 π.μ.	[1025, 1456, 1195, 1499]
masthead-box-text: Ιδιοκτησία: «ΤΥΠΟΕΚΔΟΤΙΚΗ Α.Ε.» Διευθυντής: Γρηγόρης Φαράκος. Γραφεία: Λεωφ. Ηρακλείου 145, Ν. Ηράκλειο. Τηλ. 28.46.011 - 28.46.015. Διευθυντής σύνταξης: Κώστας Κάππος. ΣΥΝΔΡΟΜΕΣ: Ετήσια δρχ. 7.000, Εξάμηνη δρχ. 3.600, Τρίμηνη δρχ. 1.800. Εξωτερικού: Ευρώπη δρχ. 12.000, Αμερική δρχ. 15.000. Υπεύθυνος τυπογραφείου: Ρήγας Παπαδόπουλος.	[1396, 1147, 1560, 1206]
weather-label: ΚΑΙΡΟΣ	[1020, 1108, 1160, 1130]
tender-3-ref: Αρ. πρωτ. 1578	[1266, 1358, 1319, 1366]
masthead-box-subtitle: ΟΡΓΑΝΟ ΤΗΣ ΚΕ ΤΟΥ ΚΚΕ	[1427, 1134, 1529, 1143]
pharmacy-col-1	[455, 1135, 635, 2220]
cinema-piraeus-mid-text: ΑΘΗΝΑ (Πειραιάς) Η πύλη του θανάτου (Κ). ΑΛΦΑ (Κερατσίνι) Φίλοι για πάντα (Κ). ΑΠΟΛΛΩΝ (Νίκαια) Ο θρύλος του Ρομπέν των Δασών (Κ). ΑΠΟΛΛΩ (Καμίνια) Αγάπη και πόλεμος (Κ). ΑΡΙΣΤΟΝ (Δραπετσώνα) Σε αναμονή (Κ). ΚΕΝΤΡΙΚΟΝ (Νίκαια) Η χώρα του ηλίου (Κ).	[1343, 150, 1570, 184]
cinema-sat-day: Μ. ΣΑΒΒΑΤΟ	[484, 162, 566, 177]
cinema-sun-col-4	[1190, 782, 1570, 1092]
doctors-text-2: ΛΑΜΠΡΟΠΟΥΛΟΣ ΛΑΜΠΡΟΣ — Μπαλάνου 23 Παγκράτι τηλ. 92.22.186 - 92.20.997. ΛΑΡΙΔΑΤΖΑΛΗΣ ΘΕΟΔ. — Ακροπόλεως 14, Παλ. Φάληρο τηλ. 98.18.758 ΛΙΑΡΑΚΗΣ ΧΑΡ. — Αδάμ Κοραή 23, Ν. Σμύρνη τηλ. 93.44.847 ΜΕΣΑΛΟΥΣΗΣ ΝΙΚ. — Αγγελοπούλου 20, Ν. Κόσμος τηλ. 92.33.032. 97.00.358 ΜΗΤΣΕΑΣ ΠΕΤΡΟΣ — Σπάρτης 9 Κ. Πατήσια τηλ. 20.22.204 ΜΗΤΣΙΟΣ ΔΗΜ. Χαλδούλη 22 Α. Πατήσια τηλ. 25.22.879 - 28.17.937 ΜΠΑΜΠΑΣ ΑΘΗΝ. — Δελφών 89 Μαρούσι τηλ. 80.22.029 ΜΠΑΡΜΠΑΣ ΓΕΩΡΓΙΟΣ — Μ. Αλεξάνδρου 88 Μαρούσι τηλ. 80.22.615. 80.23.029 ΜΠΕΛΙΑΣ ΕΥΑΓΓΕΛΟΣ — Μιχαλακοπούλου 142-144 τηλ. 77.05.100 ΜΠΙΖΑΡΑΚΗΣ ΚΩΝ/ΝΟΣ — Χρ. Σμύρνης 25 Κάτω Πατήσια τηλ. 20.14.501 ΝΙΚΟΥ ΓΕΩΡΓΙΟΣ — Φυλής 290, Άνω Πατήσια τηλ. 83.18.708 ΝΤΟΥΝΤΑ ΦΩΤΕΙΝΗ — Ηλία Σαράφη 68 Πατήσια τηλ. 20.23.402 ΝΤΕΡΤΟΥΔΗΣ ΓΕΩΡΓΙΟΣ — Αλκιβιάδου 53 Ν. Σμύρνη τηλ. 93.22.959 ΞΕΝΟΠΟΥΛΟΣ ΧΑΡΑΛ. — Κύπρου 4, Γουδί, τηλ. 77.04.621 ΟΙΚΟΝΟΜΟΥ ΓΕΩΡΓ. — Ευνοΐου 35, Ν. Ηράκλεια, τηλ. 27.53.383 ΠΑΝΤΕΛΗΣ ΚΩΝ/ΝΟΣ — Πάρου 25, Πλ. Καλλιθέας τηλ. 85.23.354 ΠΑΠΑΔΟΠΟΥΛΟΣ ΒΑΣΙΛΕΙΟΣ — Κουτσοζήκων 35, Πατήσια τηλ. 20.11.741, 22.83.289	[40, 295, 438, 383]
cinema-piraeus-neigh-heading: ΣΥΝΟΙΚΙΑΚΟΙ	[1424, 187, 1489, 199]
dermatologists-heading: ΔΕΡΜΑΤΟΛΟΓΟΙ	[211, 789, 267, 797]
pharmacy-day-title: Μ. ΣΑΒΒΑΤΟΥ	[480, 1108, 590, 1125]
masthead-box-title: «ΡΙΖΟΣΠΑΣΤΗΣ»	[1425, 1116, 1531, 1131]
theatre-col-2	[845, 568, 1180, 732]
theatre-day: ΚΥΡΙΑΚΗ	[615, 614, 675, 629]
cinema-sat-text-6b: ΑΘΗΝΑ (Πατησίων) Τα χρόνια της αθωότητας (Κ). ΑΚΑΔΗΜΙΑ (Ακαδημίας) Ο σταθμός της ζωής (Κ). ΑΛΕΞΑΝΔΡΑ (Αλεξάνδρας) Κάτω από τα αστέρια (Κ). ΑΣΤΕΡΙΑ (Λυκαβηττός) Ο άνθρωπος του καλοκαιριού (Κ). ΑΣΤΟΡΙΑ (Κολωνάκι) Χώρα των χαμένων παιδιών (Κ). ΓΚΛΟΡΙΑ (Ζωγράφου) Καμπάνες του Αγ. Σπυρίδωνα (Κ). ΔΙΑΝΑ (Μαρούσι) Η ζωή του Μπράιαν (Κ). ΕΛΛΗΝΙΣ (Καλλιθέα) Οι σκλάβοι της Καρχηδόνας (Κ).	[1195, 160, 1335, 237]
cardiologists-heading: ΚΑΡΔΙΟΛΟΓΟΙ	[214, 578, 263, 586]
cinema-sun-piraeus-text: ΠΕΙΡΑΙΑΣ Α' ΠΡΟΒΟΛΗΣ: ΑΠΟΛΛΩΝ (Πειραιάς 4127719) Τρελοί Ολυμπιονίκες (Κ). ΑΡΙΣΤΟΝ (Πειραιάς) Τρεις φίλοι (Κ). ΔΙΑΝΑ (Πειραιάς) Ο ταχυδρόμος (Κ). ΕΛΕΝΑ (Πειραιάς) Εκδικητής (Κ). ΚΡΗΤΙΚΟΝ (Πειραιάς) Περιπέτεια (Κ). ΜΙΚΡΟΛΙΜΑΝΟ (Πειραιάς) Τα δαχτυλίδια (Κ). ΟΛΥΜΠΙΑ (Πειραιάς) Η μικρή γοργόνα (Κ). ΡΕΞ (Πειραιάς) Όταν έρχεται η νύχτα (Κ). ΡΙΤΣ (Πειραιάς) Το μυστικό του κόσμου (Κ). ΤΕΡΨΙΣ (Πειραιάς) Σ.Α.Σ. στο κυνήγι (Κ).	[1190, 782, 1570, 815]
pharmacy-col-2	[645, 1135, 825, 2220]
surgeons-text: ΤΣΑΚΙΡΟΠΟΥΛΟΣ ΠΑΝΑΓΙΩΤΗΣ Κηφισιά 23 Κ. Πατήσια, τηλ. 83.11.858, 83.20.078 ΦΙΛΙΠΠΙΔΗΣ ΣΤΑΜ. Ι. Σούτσου 26, Αμπελόκηποι τηλ. 97.02.010 ΚΩΝΣΤΑΝΤΙΝΙΔΗΣ ΣΤΑΜΑΤΙΟΣ Ευφράτου 38, Καλλιθέα τηλ. 98.88.868 ΜΑΡΑΓΚΑΣ ΙΩΑΝΝΗΣ Ηρώδη 43, Αμφιθέα τηλ. 94.16.849, 85.14.601 ΜΠΑΣΣΑΚΗΣ ΝΙΚΟΛΑΟΣ — Αθηνάς και Ρήγου 10 Πατήσια τηλ. 72.24.353	[40, 759, 438, 785]
cinema-sat-text-1: ΑΑΒΟΡΑ (Γ. Ιπποκρ. 6462253) Ιησούς ο Ναζωραίος (Θρησκευτικό) (Κ). ΑΘΑΝΑ (Ιουλ. Κυρ. 26 Αθ.) 6716906 Η ιστορία ενός σκληρού άνδρα (Κ). ΑΘΗΝΑΙΟΝ (Αμπελόκηποι, 7782122) Ο μεγάλος μαρτυρικός οδοιπόρος (Κ). ΑΘΗΝΑ ΕΙΡΗΝΗ (Πεντέλης - Μπουγ.) Εύγενος (Κ). ΑΙΓΛΗ (Ζάππειο 3669960) Τάρζαν, ο άρχων της ζούγκλας (Κ). ΑΛΚΥΟΝΙΣ (Ιουλιανού 43, 8220103) Μισό δέντρο στον άνεμο (Κ). ΑΜΑΛΙΑ (Αμαλίας 46, 3223040) Ένα παιδί στην πόλη (Κ). ΑΝΟΙΞΗ (Πατησίων, 8232222) Μελετένιο όνειρο (Κ). ΑΠΟΛΛΩΝ (Σταδίου 19, 3236811) Τα άχρηστα χαμόγελα (Κ). ΑΣΤΥ (Κοραή 4, 3221925) Η βασίλισσα του Βορρά (Κ). ΑΣΤΗΡ (Σταδίου 28, 3221612) Τα θέματα της συνείδησης (Κ). ΑΤΤΙΚΟΝ (Σταδίου 19, 3228821) Οι τελευταίοι μύθοι (Κ). ΒΟΥΛΕΥΤΗΡΙΟΝ (Κολοκοτρώνη) Ο πολύτιμος ήρωας (Κ).	[455, 193, 595, 347]
cinema-sun-col-3	[845, 782, 1180, 1092]
pharmacy-night-heading: ΝΥΧΤΑΣ	[715, 1179, 755, 1191]
cinema-sun-mid-heading: ΗΜΙΚΕΝΤΡΙΚΟΙ	[965, 826, 1060, 842]
cinema-sun-mid-text: ΑΝΤΑΙΟΣ (Αγ. Ιωάννης) Ο πόλεμος των αστεριών (Κ). ΑΣΤΕΡΙΑ (Λυκαβηττός) Ο άνθρωπος του καλοκαιριού (Κ). ΑΣΤΟΡΙΑ (Κολωνάκι) Χώρα των χαμένων παιδιών (Κ). ΑΤΤΑΛΟΣ (Αλεξάνδρας) Η κοιλάδα των λύκων (Κ).	[845, 843, 1180, 860]
cinema-sat-col-7	[1343, 92, 1570, 562]
masthead-label: ΡΙΖΟΣΠΑΣΤΗΣ	[940, 46, 1083, 68]
cinema-sun-first-run: Α' ΠΡΟΒΟΛΗΣ	[513, 801, 582, 812]
dermatologists-text: ΜΠΡΑΖΙΩΤΗΣ ΑΠΟΣΤΟΛΟΣ Νέου Ερμ. 41, Α. Ηλιούπολη τηλ. 99.20.629 ΘΕΟΔΩΡΟΥ ΘΕΟΔΟΤΟΣ — Σαρρίου 8 (Δισθήνη Χλόη) τηλ. 72.24.663	[40, 801, 438, 817]
theatre-text-1: ΑΘΗΝΑ (82.37.330) Δεσμώ 10) Αναλαμπή - Ρηγόπουλου, κλ.. Διεύθ. χορώ. Κωμωδία. ΑΘΗΝΩΝ (32.35.624 Βουκουρεστίου 10) «Ο έρωτας είναι ο γιατρός του Σ. Μωρ. με τους Μορό - Ζουμπουλάκη. Τρ. Τετ. Παρ. Σαβ. Κυρ. 9.30 μ.μ., Πεμ. Σαβ. Κυρ. 6.30 μ.μ. ΑΥΛΑΙΑ (41.31.010, Ανισόρης - Λεωφ. Συγγρού) «Η Αλεξανδρινή» Κωμωδία του Λουσίκη, Τ. Πέτσης, Α. Λαμπρίδης, με τους Μ. Ρώτα. Παραστάσεις καθημερινές 9.30 μ.μ. και απογευματινές Κυριακή 6 μ.μ.	[455, 631, 835, 664]
cinema-sat-neighborhood-heading: ΣΥΝΟΙΚΙΑΚΟΙ	[1084, 205, 1150, 217]
